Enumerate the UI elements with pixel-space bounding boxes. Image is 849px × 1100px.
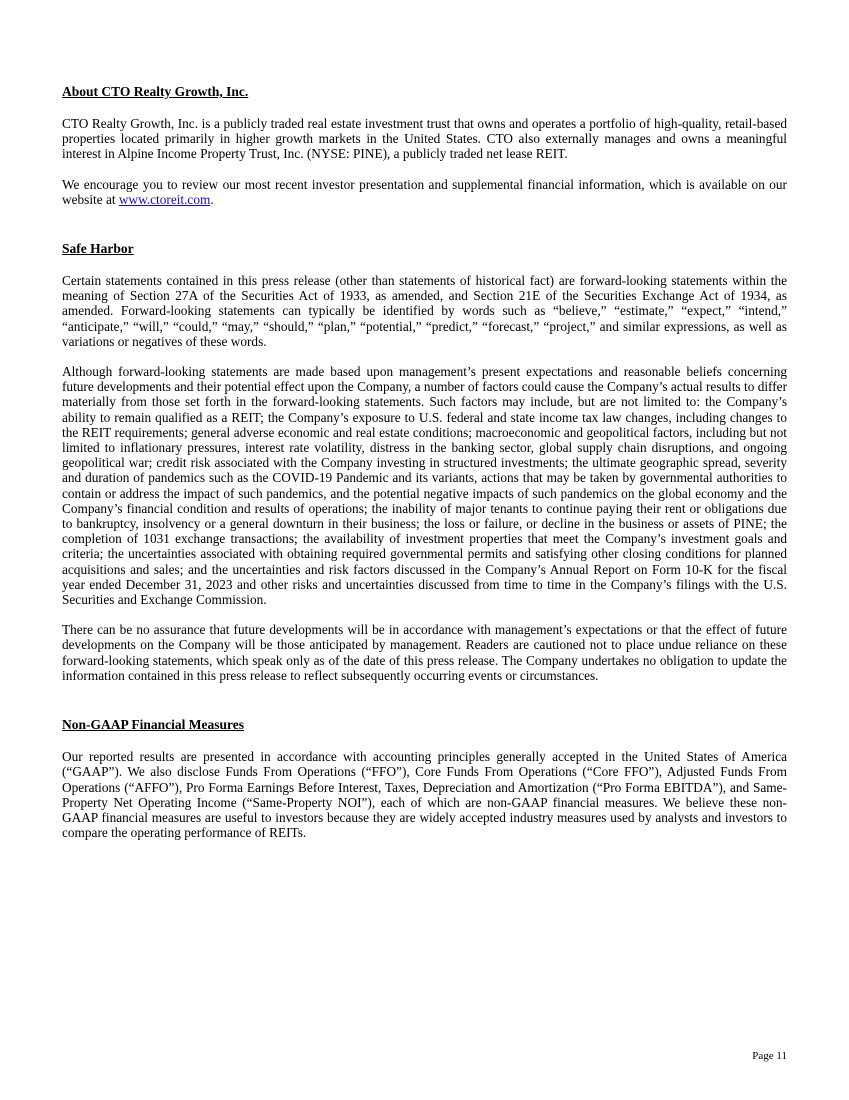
website-link[interactable]: www.ctoreit.com: [118, 191, 211, 207]
about-paragraph-2-text: We encourage you to review our most recent investor presentation and supplemental financial information, which is available on our website at: [62, 176, 787, 207]
safe-harbor-paragraph-2: Although forward-looking statements are made based upon management’s present expectations and reasonable beliefs concerning future developments and their potential effect upon the Company, a number of factors could cause the Company’s actual results to differ materially from those set forth in the forward-looking statements. Such factors may include, but are not limited to: the Company’s ability to remain qualified as a REIT; the Company’s exposure to U.S. federal and state income tax law changes, including changes to the REIT requirements; general adverse economic and real estate conditions; macroeconomic and geopolitical factors, including but not limited to inflationary pressures, interest rate volatility, distress in the banking sector, global supply chain disruptions, and ongoing geopolitical war; credit risk associated with the Company investing in structured investments; the ultimate geographic spread, severity and duration of pandemics such as the COVID-19 Pandemic and its variants, actions that may be taken by governmental authorities to contain or address the impact of such pandemics, and the potential negative impacts of such pandemics on the global economy and the Company’s financial condition and results of operations; the inability of major tenants to continue paying their rent or obligations due to bankruptcy, insolvency or a general downturn in their business; the loss or failure, or decline in the business or assets of PINE; the completion of 1031 exchange transactions; the availability of investment properties that meet the Company’s investment goals and criteria; the uncertainties associated with obtaining required governmental permits and satisfying other closing conditions for planned acquisitions and sales; and the uncertainties and risk factors discussed in the Company’s Annual Report on Form 10-K for the fiscal year ended December 31, 2023 and other risks and uncertainties discussed from time to time in the Company’s filings with the U.S. Securities and Exchange Commission.: [62, 364, 787, 608]
safe-harbor-paragraph-3: There can be no assurance that future developments will be in accordance with management’s expectations or that the effect of future developments on the Company will be those anticipated by management. Readers are cautioned not to place undue reliance on these forward-looking statements, which speak only as of the date of this press release. The Company undertakes no obligation to update the information contained in this press release to reflect subsequently occurring events or circumstances.: [62, 622, 787, 683]
about-heading: About CTO Realty Growth, Inc.: [62, 84, 249, 99]
about-paragraph-2: [62, 177, 787, 207]
non-gaap-paragraph-1: Our reported results are presented in accordance with accounting principles generally accepted in the United States of America (“GAAP”). We also disclose Funds From Operations (“FFO”), Core Funds From Operations (“Core FFO”), Adjusted Funds From Operations (“AFFO”), Pro Forma Earnings Before Interest, Taxes, Depreciation and Amortization (“Pro Forma EBITDA”), and Same-Property Net Operating Income (“Same-Property NOI”), each of which are non-GAAP financial measures. We believe these non-GAAP financial measures are useful to investors because they are widely accepted industry measures used by analysts and investors to compare the operating performance of REITs.: [62, 749, 787, 841]
about-paragraph-2-end: .: [210, 191, 214, 207]
safe-harbor-paragraph-1: Certain statements contained in this press release (other than statements of historical fact) are forward-looking statements within the meaning of Section 27A of the Securities Act of 1933, as amended, and Section 21E of the Securities Exchange Act of 1934, as amended. Forward-looking statements can typically be identified by words such as “believe,” “estimate,” “expect,” “intend,” “anticipate,” “will,” “could,” “may,” “should,” “plan,” “potential,” “predict,” “forecast,” “project,” and similar expressions, as well as variations or negatives of these words.: [62, 273, 787, 349]
non-gaap-heading: Non-GAAP Financial Measures: [62, 717, 244, 733]
document-page: [62, 84, 787, 840]
safe-harbor-heading: Safe Harbor: [62, 241, 134, 257]
page-number: Page 11: [752, 1050, 787, 1062]
about-paragraph-1: CTO Realty Growth, Inc. is a publicly traded real estate investment trust that owns and operates a portfolio of high-quality, retail-based properties located primarily in higher growth markets in the United States. CTO also externally manages and owns a meaningful interest in Alpine Income Property Trust, Inc. (NYSE: PINE), a publicly traded net lease REIT.: [62, 116, 787, 162]
